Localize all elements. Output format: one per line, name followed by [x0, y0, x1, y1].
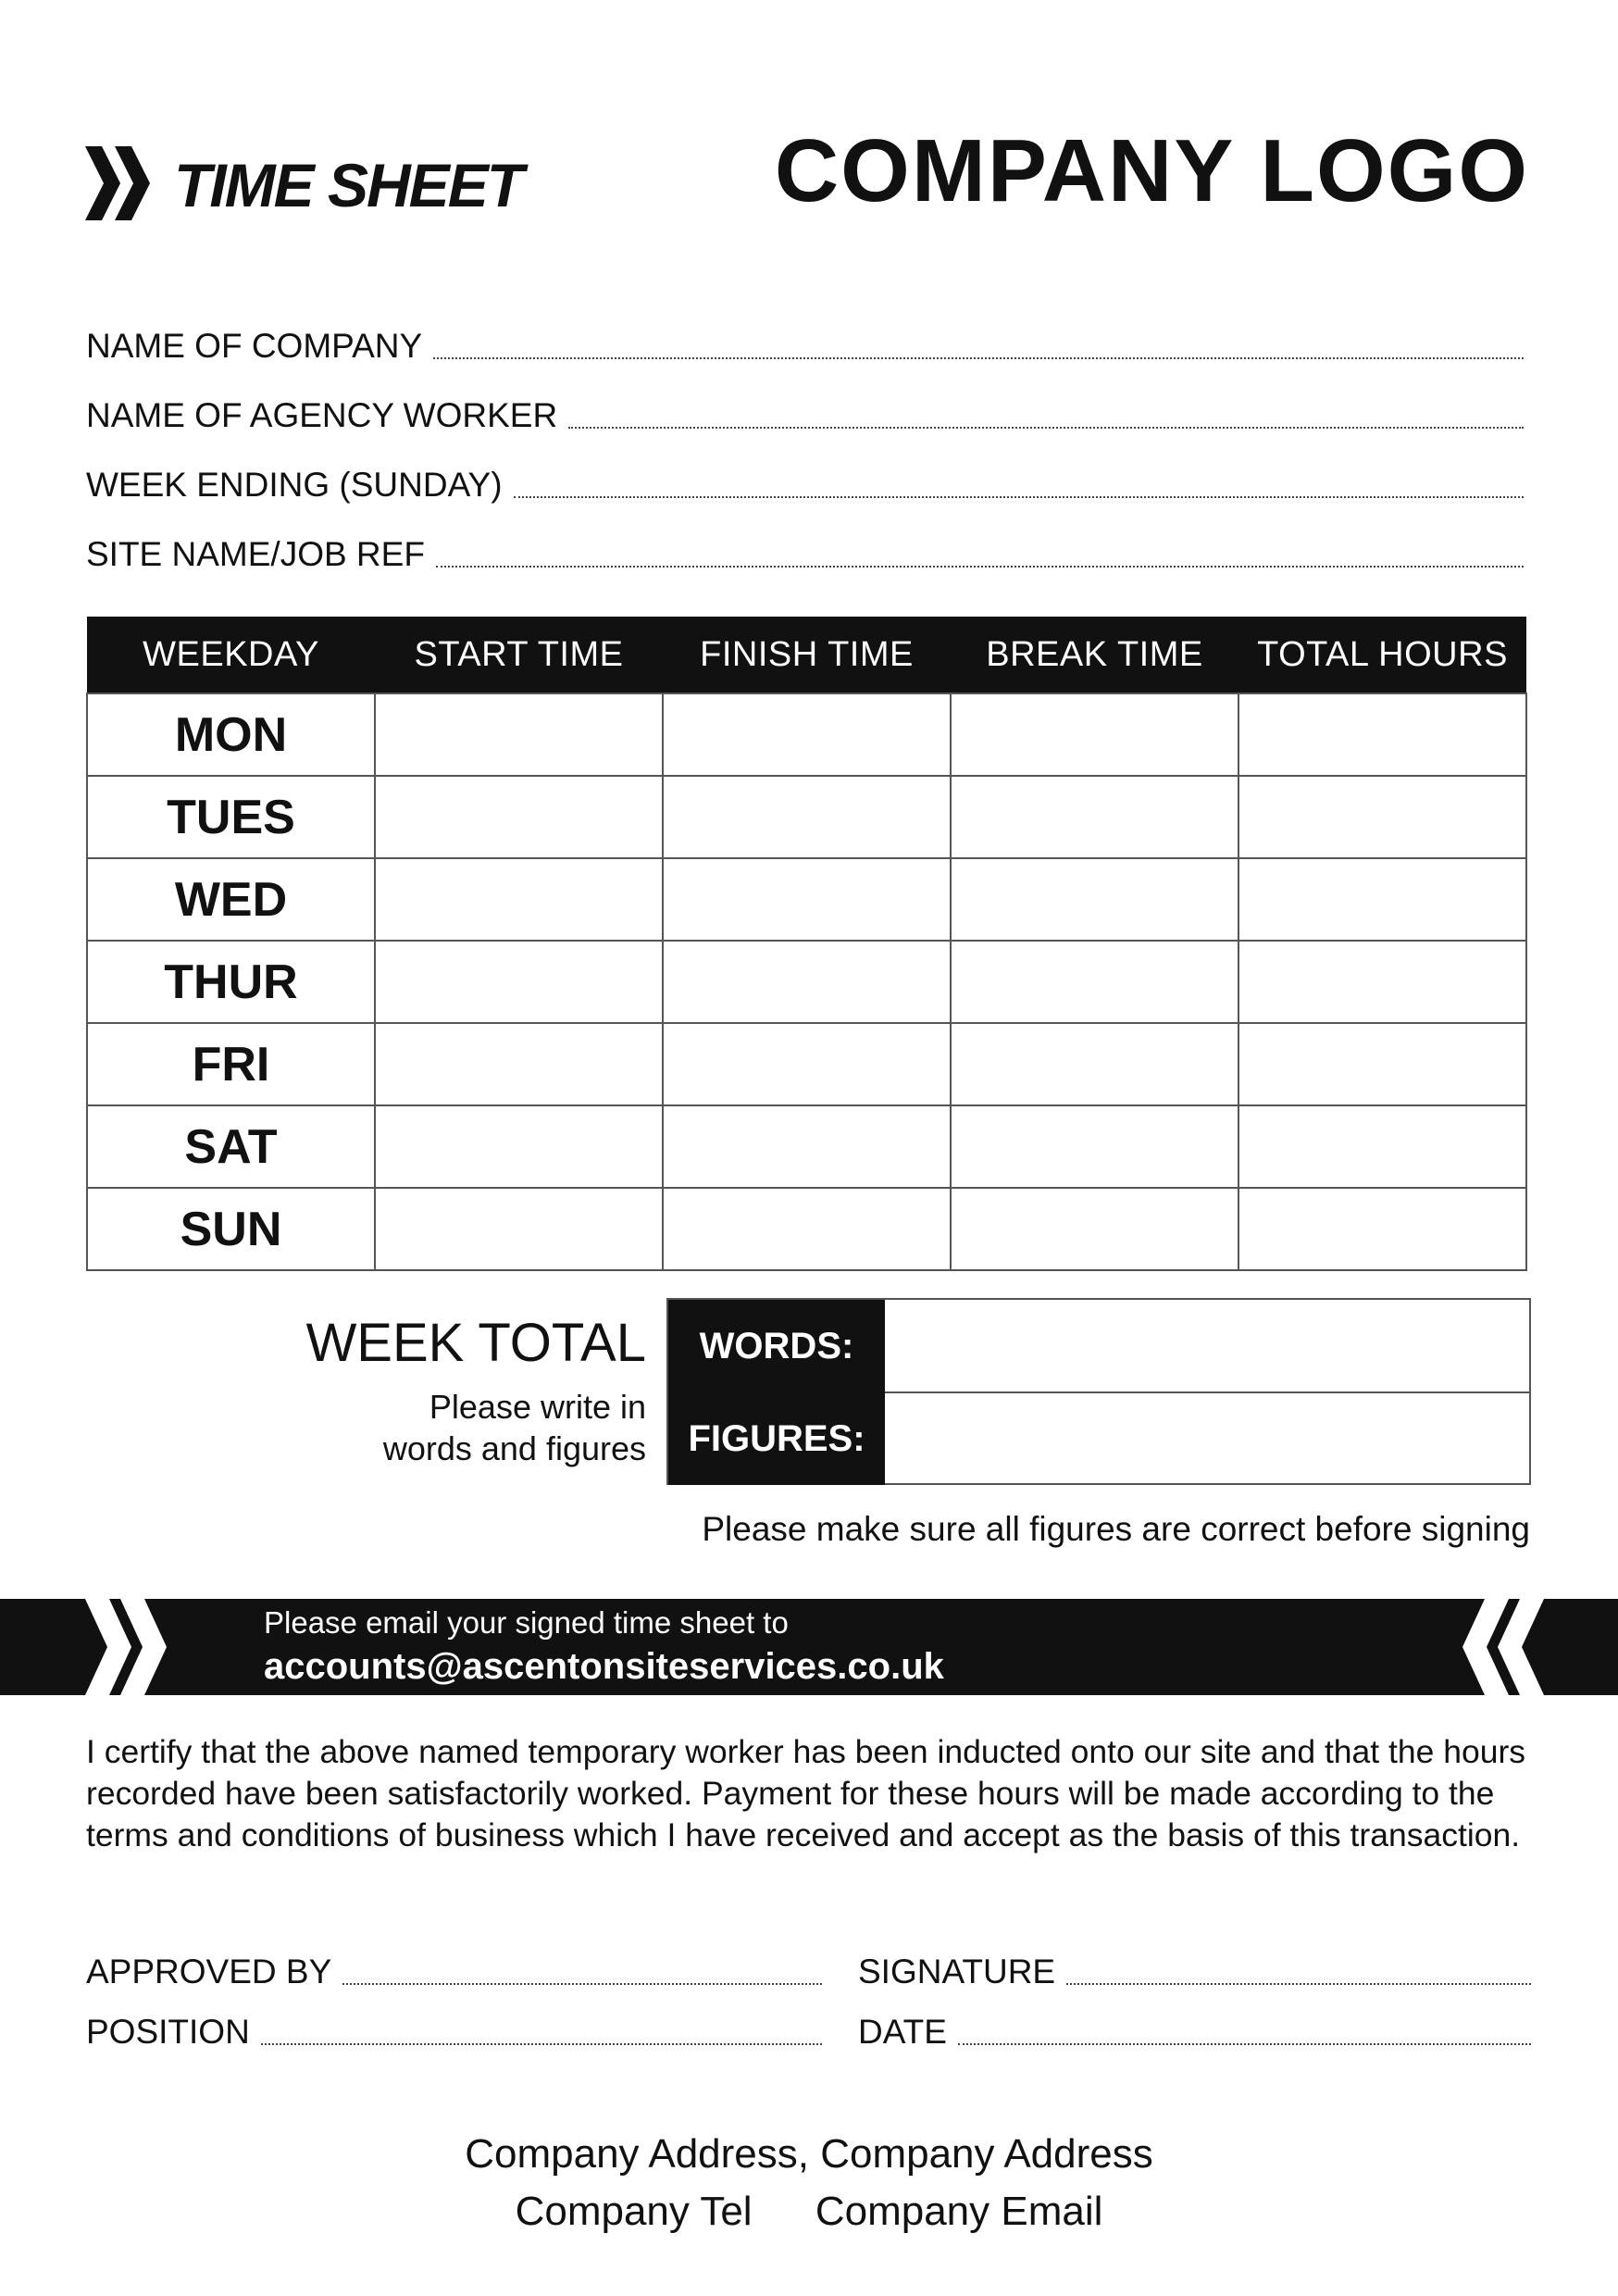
- total-hours-cell[interactable]: [1238, 858, 1526, 941]
- double-chevron-right-icon: [85, 146, 159, 220]
- date-field[interactable]: [858, 2006, 1531, 2053]
- signature-label: SIGNATURE: [858, 1953, 1056, 1990]
- timesheet-table: [86, 617, 1527, 1271]
- page-title: TIME SHEET: [174, 151, 523, 219]
- approved-by-field[interactable]: [86, 1946, 822, 1992]
- finish-time-cell[interactable]: [663, 858, 951, 941]
- week-total-title: WEEK TOTAL: [305, 1313, 646, 1373]
- day-label: TUES: [87, 776, 375, 858]
- break-time-cell[interactable]: [951, 858, 1238, 941]
- break-time-cell[interactable]: [951, 693, 1238, 776]
- dotted-line: [433, 357, 1524, 359]
- day-label: SAT: [87, 1105, 375, 1188]
- table-row: [87, 776, 1526, 858]
- company-email: Company Email: [815, 2189, 1103, 2234]
- dotted-line: [342, 1983, 822, 1985]
- company-name-label: NAME OF COMPANY: [86, 327, 423, 365]
- column-header-weekday: WEEKDAY: [87, 617, 375, 693]
- dotted-line: [1066, 1983, 1531, 1985]
- agency-worker-label: NAME OF AGENCY WORKER: [86, 396, 558, 434]
- total-hours-cell[interactable]: [1238, 776, 1526, 858]
- words-label: WORDS:: [668, 1300, 885, 1392]
- finish-time-cell[interactable]: [663, 776, 951, 858]
- double-chevron-left-icon: [1433, 1599, 1544, 1695]
- break-time-cell[interactable]: [951, 1023, 1238, 1105]
- finish-time-cell[interactable]: [663, 1105, 951, 1188]
- start-time-cell[interactable]: [375, 1105, 663, 1188]
- day-label: FRI: [87, 1023, 375, 1105]
- week-total-instructions: [383, 1386, 646, 1469]
- table-row: [87, 1105, 1526, 1188]
- finish-time-cell[interactable]: [663, 1188, 951, 1270]
- approved-by-label: APPROVED BY: [86, 1953, 332, 1990]
- total-hours-cell[interactable]: [1238, 941, 1526, 1023]
- week-ending-field[interactable]: [86, 457, 1524, 505]
- position-label: POSITION: [86, 2013, 250, 2051]
- figures-label: FIGURES:: [668, 1392, 885, 1485]
- dotted-line: [514, 496, 1524, 498]
- total-hours-cell[interactable]: [1238, 693, 1526, 776]
- break-time-cell[interactable]: [951, 1105, 1238, 1188]
- total-hours-cell[interactable]: [1238, 1023, 1526, 1105]
- figures-input-cell[interactable]: [887, 1393, 1529, 1484]
- dotted-line: [568, 427, 1524, 429]
- column-header-break-time: BREAK TIME: [951, 617, 1238, 693]
- site-job-ref-field[interactable]: [86, 527, 1524, 575]
- double-chevron-right-icon: [85, 1599, 196, 1695]
- start-time-cell[interactable]: [375, 693, 663, 776]
- agency-worker-field[interactable]: [86, 388, 1524, 436]
- signature-field[interactable]: [858, 1946, 1531, 1992]
- finish-time-cell[interactable]: [663, 693, 951, 776]
- words-input-cell[interactable]: [887, 1300, 1529, 1391]
- company-tel: Company Tel: [515, 2189, 753, 2234]
- week-total-instructions-line2: words and figures: [382, 1429, 646, 1467]
- finish-time-cell[interactable]: [663, 1023, 951, 1105]
- certification-text: I certify that the above named temporary worker has been inducted onto our site and that the hours recorded have been satisfactorily worked. Payment for these hours will be made according to the terms and conditions of business which I have received and accept as the basis of this transaction.: [86, 1733, 1526, 1853]
- table-header-row: [87, 617, 1526, 693]
- company-address: Company Address, Company Address: [465, 2131, 1153, 2177]
- company-name-field[interactable]: [86, 318, 1524, 367]
- day-label: THUR: [87, 941, 375, 1023]
- week-ending-label: WEEK ENDING (SUNDAY): [86, 466, 503, 504]
- table-row: [87, 941, 1526, 1023]
- site-job-ref-label: SITE NAME/JOB REF: [86, 535, 425, 573]
- column-header-finish-time: FINISH TIME: [663, 617, 951, 693]
- company-contact: [0, 2187, 1618, 2237]
- finish-time-cell[interactable]: [663, 941, 951, 1023]
- email-instruction: Please email your signed time sheet to: [264, 1605, 789, 1640]
- break-time-cell[interactable]: [951, 1188, 1238, 1270]
- day-label: WED: [87, 858, 375, 941]
- start-time-cell[interactable]: [375, 858, 663, 941]
- start-time-cell[interactable]: [375, 1188, 663, 1270]
- day-label: MON: [87, 693, 375, 776]
- position-field[interactable]: [86, 2006, 822, 2053]
- table-row: [87, 1188, 1526, 1270]
- total-hours-cell[interactable]: [1238, 1188, 1526, 1270]
- total-hours-cell[interactable]: [1238, 1105, 1526, 1188]
- date-label: DATE: [858, 2013, 947, 2051]
- start-time-cell[interactable]: [375, 941, 663, 1023]
- dotted-line: [261, 2043, 822, 2045]
- day-label: SUN: [87, 1188, 375, 1270]
- table-row: [87, 858, 1526, 941]
- check-figures-note: Please make sure all figures are correct before signing: [702, 1510, 1530, 1548]
- company-logo: COMPANY LOGO: [774, 121, 1529, 220]
- dotted-line: [436, 566, 1524, 568]
- email-address-link[interactable]: accounts@ascentonsiteservices.co.uk: [264, 1646, 944, 1687]
- break-time-cell[interactable]: [951, 941, 1238, 1023]
- column-header-total-hours: TOTAL HOURS: [1238, 617, 1526, 693]
- column-header-start-time: START TIME: [375, 617, 663, 693]
- start-time-cell[interactable]: [375, 1023, 663, 1105]
- week-total-box: [666, 1298, 1531, 1485]
- table-row: [87, 1023, 1526, 1105]
- start-time-cell[interactable]: [375, 776, 663, 858]
- dotted-line: [958, 2043, 1531, 2045]
- break-time-cell[interactable]: [951, 776, 1238, 858]
- table-row: [87, 693, 1526, 776]
- week-total-instructions-line1: Please write in: [429, 1388, 646, 1426]
